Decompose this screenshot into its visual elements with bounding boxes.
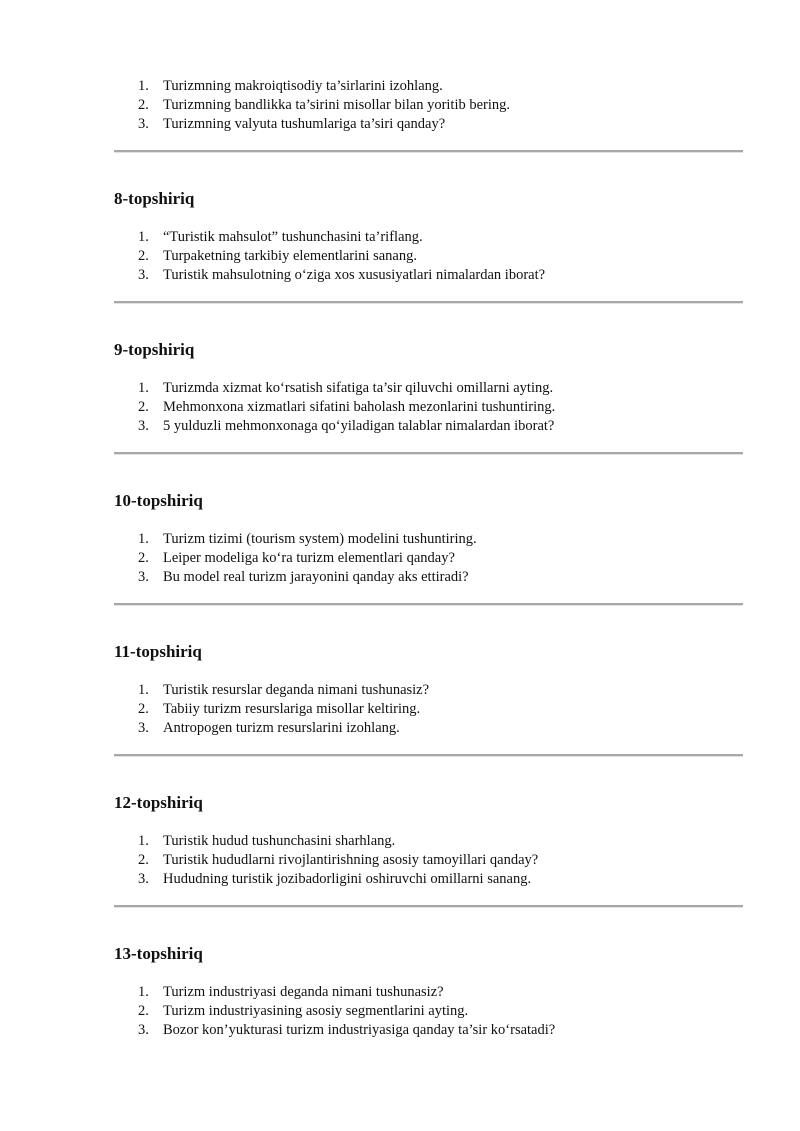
item-number: 1. xyxy=(138,682,149,698)
item-text: Turpaketning tarkibiy elementlarini sanang. xyxy=(163,248,417,264)
section-divider xyxy=(114,603,743,606)
item-number: 2. xyxy=(138,701,149,717)
item-text: “Turistik mahsulot” tushunchasini ta’riflang. xyxy=(163,229,423,245)
section-heading: 9-topshiriq xyxy=(114,340,195,359)
item-number: 3. xyxy=(138,569,149,585)
item-text: Turistik hududlarni rivojlantirishning asosiy tamoyillari qanday? xyxy=(163,852,539,868)
item-number: 3. xyxy=(138,116,149,132)
item-text: Tabiiy turizm resurslariga misollar keltiring. xyxy=(163,701,421,717)
item-text: Leiper modeliga ko‘ra turizm elementlari qanday? xyxy=(163,550,455,566)
section-heading: 12-topshiriq xyxy=(114,793,203,812)
item-text: Hududning turistik jozibadorligini oshiruvchi omillarni sanang. xyxy=(163,871,532,887)
item-text: Turizm industriyasi deganda nimani tushunasiz? xyxy=(163,984,444,1000)
section-heading: 10-topshiriq xyxy=(114,491,203,510)
item-text: Turistik resurslar deganda nimani tushunasiz? xyxy=(163,682,430,698)
item-number: 2. xyxy=(138,97,149,113)
item-text: Turistik hudud tushunchasini sharhlang. xyxy=(163,833,396,849)
item-number: 3. xyxy=(138,871,149,887)
item-text: Antropogen turizm resurslarini izohlang. xyxy=(163,720,400,736)
section-heading: 13-topshiriq xyxy=(114,944,203,963)
item-text: Turizmning bandlikka ta’sirini misollar bilan yoritib bering. xyxy=(163,97,511,113)
item-text: Turizmda xizmat ko‘rsatish sifatiga ta’sir qiluvchi omillarni ayting. xyxy=(163,380,554,396)
item-text: Turizmning makroiqtisodiy ta’sirlarini izohlang. xyxy=(163,78,443,94)
section-heading: 11-topshiriq xyxy=(114,642,202,661)
section-divider xyxy=(114,452,743,455)
item-number: 1. xyxy=(138,833,149,849)
item-number: 1. xyxy=(138,531,149,547)
item-number: 2. xyxy=(138,399,149,415)
section-divider xyxy=(114,754,743,757)
item-text: Turizmning valyuta tushumlariga ta’siri qanday? xyxy=(163,116,446,132)
section-divider xyxy=(114,150,743,153)
section-divider xyxy=(114,905,743,908)
item-number: 3. xyxy=(138,1022,149,1038)
item-number: 2. xyxy=(138,1003,149,1019)
item-number: 3. xyxy=(138,720,149,736)
item-text: 5 yulduzli mehmonxonaga qo‘yiladigan talablar nimalardan iborat? xyxy=(163,418,555,434)
item-text: Turizm tizimi (tourism system) modelini tushuntiring. xyxy=(163,531,477,547)
item-number: 1. xyxy=(138,984,149,1000)
item-number: 2. xyxy=(138,248,149,264)
item-number: 2. xyxy=(138,550,149,566)
item-text: Turizm industriyasining asosiy segmentlarini ayting. xyxy=(163,1003,469,1019)
item-text: Turistik mahsulotning o‘ziga xos xususiyatlari nimalardan iborat? xyxy=(163,267,546,283)
item-text: Bu model real turizm jarayonini qanday aks ettiradi? xyxy=(163,569,469,585)
section-divider xyxy=(114,301,743,304)
section-heading: 8-topshiriq xyxy=(114,189,195,208)
item-number: 3. xyxy=(138,267,149,283)
item-text: Mehmonxona xizmatlari sifatini baholash mezonlarini tushuntiring. xyxy=(163,399,556,415)
item-number: 1. xyxy=(138,78,149,94)
item-number: 3. xyxy=(138,418,149,434)
item-number: 1. xyxy=(138,229,149,245)
item-number: 2. xyxy=(138,852,149,868)
item-text: Bozor kon’yukturasi turizm industriyasiga qanday ta’sir ko‘rsatadi? xyxy=(163,1022,556,1038)
item-number: 1. xyxy=(138,380,149,396)
